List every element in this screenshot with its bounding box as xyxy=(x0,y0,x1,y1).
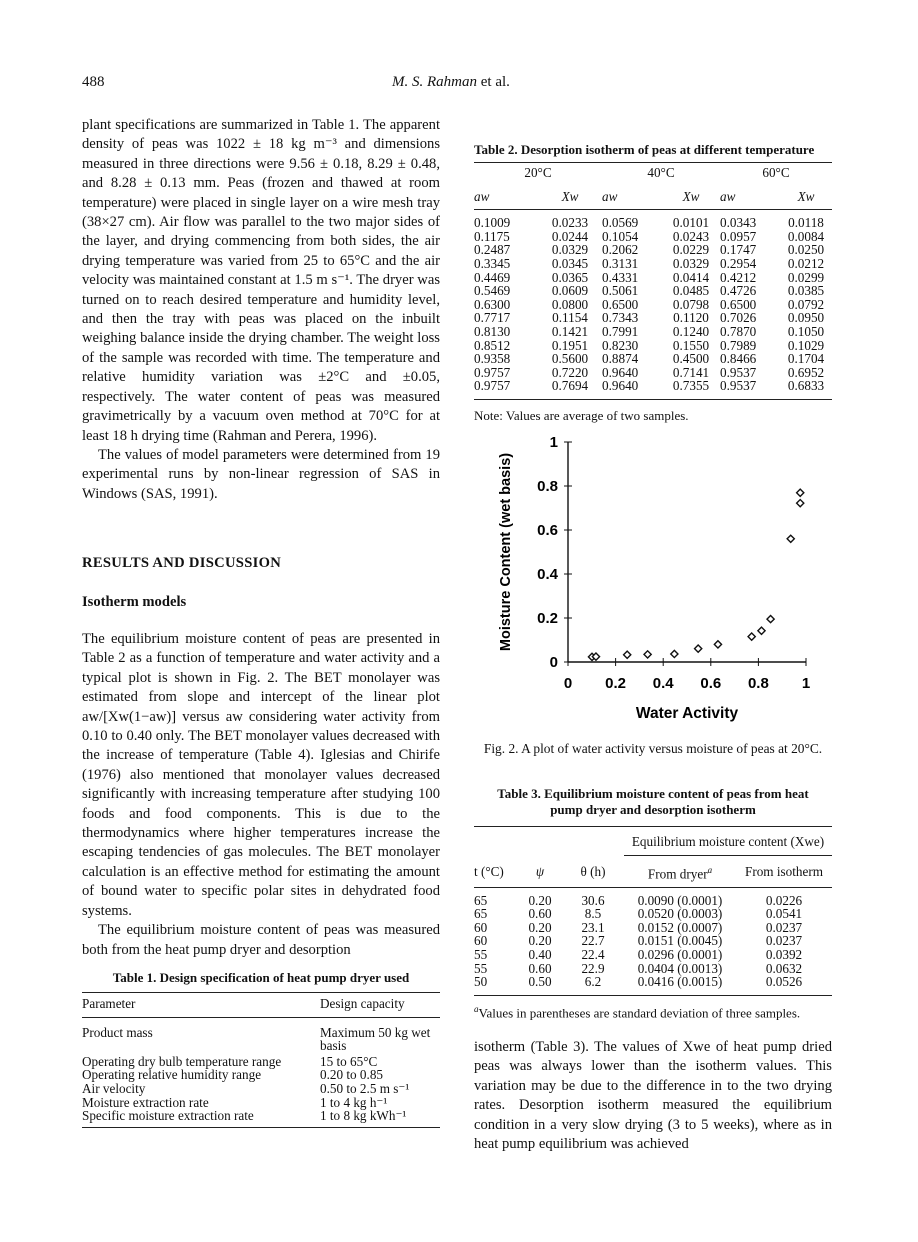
table-cell: 8.5 xyxy=(584,906,602,922)
table-cell: 0.1704 xyxy=(787,351,825,367)
table-cell: 0.8512 xyxy=(474,337,511,353)
data-point xyxy=(797,500,804,507)
table-1-caption: Table 1. Design specification of heat pump dryer used xyxy=(112,970,410,985)
data-point xyxy=(758,627,765,634)
table-cell: 0.0226 xyxy=(765,892,803,908)
x-tick-label: 0.6 xyxy=(700,675,722,692)
y-tick-label: 0.2 xyxy=(537,610,558,627)
column-header: t (°C) xyxy=(474,864,504,880)
table-cell: Product mass xyxy=(82,1024,153,1040)
table-row xyxy=(474,962,832,976)
table-cell: 23.1 xyxy=(581,919,605,935)
table-cell: 0.0526 xyxy=(765,974,803,990)
table-group-header xyxy=(474,163,832,182)
column-header: Design capacity xyxy=(320,996,405,1011)
table-cell: 0.7355 xyxy=(672,378,710,394)
table-cell: 0.1054 xyxy=(602,228,639,244)
table-cell: 0.1421 xyxy=(551,323,589,339)
data-point xyxy=(695,645,702,652)
table-cell: 0.2062 xyxy=(602,242,639,258)
table-2-caption: Table 2. Desorption isotherm of peas at different temperature xyxy=(474,142,815,157)
table-row xyxy=(82,1096,440,1110)
table-cell: 0.6833 xyxy=(787,378,825,394)
table-cell: Operating dry bulb temperature range xyxy=(82,1053,282,1069)
table-cell: 0.20 to 0.85 xyxy=(320,1067,384,1083)
table-cell: 0.9640 xyxy=(602,378,639,394)
table-cell: 0.7141 xyxy=(672,364,710,380)
table-row xyxy=(474,284,832,298)
table-cell: 0.4469 xyxy=(474,269,511,285)
table-cell: 1 to 4 kg h⁻¹ xyxy=(320,1094,388,1110)
table-row xyxy=(474,366,832,380)
group-header-40c: 40°C xyxy=(647,165,675,180)
running-head-authors: M. S. Rahman xyxy=(392,74,477,90)
table-cell: 0.1550 xyxy=(672,337,710,353)
table-cell: 50 xyxy=(474,974,488,990)
table-cell: 0.0414 xyxy=(672,269,710,285)
table-1 xyxy=(82,970,440,1128)
table-cell: 0.20 xyxy=(528,892,552,908)
table-cell: 0.7220 xyxy=(551,364,589,380)
table-cell: 0.7989 xyxy=(720,337,757,353)
table-cell: 0.0329 xyxy=(672,255,710,271)
table-cell: 0.0609 xyxy=(551,283,589,299)
table-row xyxy=(474,230,832,244)
table-cell: 0.7991 xyxy=(602,323,639,339)
table-cell: 0.0229 xyxy=(672,242,710,258)
table-cell: 0.0151 (0.0045) xyxy=(637,933,723,949)
column-header: Xw xyxy=(682,188,700,204)
table-header-row xyxy=(474,855,832,887)
table-cell: 0.7343 xyxy=(602,310,639,326)
table-cell: 0.1951 xyxy=(551,337,589,353)
x-tick-label: 0.2 xyxy=(605,675,627,692)
table-cell: Air velocity xyxy=(82,1080,146,1096)
x-tick-label: 0.8 xyxy=(747,675,769,692)
table-2-grid xyxy=(474,162,832,393)
column-header-text: From dryer xyxy=(647,865,708,881)
table-cell: 0.9757 xyxy=(474,364,511,380)
y-tick-label: 0.8 xyxy=(537,478,558,495)
table-row xyxy=(474,257,832,271)
table-row xyxy=(82,1017,440,1053)
left-column-body xyxy=(82,630,440,960)
table-cell: 0.1029 xyxy=(787,337,825,353)
data-point xyxy=(671,650,678,657)
table-cell: 22.4 xyxy=(581,946,605,962)
table-cell: 0.7694 xyxy=(551,378,589,394)
paragraph-isotherm: The equilibrium moisture content of peas are presented in Table 2 as a function of temperature and water activity and a typical plot is shown in Fig. 2. The BET monolayer was estimated from slope and intercept of the linear plot aw/[Xw(1−aw)] versus aw considering water activity from 0.10 to 0.40 only. The BET monolayer values decreased with the increase of temperature (Table 4). Iglesias and Chirife (1976) also mentioned that monolayer values decreased significantly with increasing temperature after studying 100 foods and food components. This is due to the thermodynamics where higher temperatures increase the escaping tendencies of gas molecules. The BET monolayer calculation is an effective method for estimating the amount of bound water to specific polar sites in dehydrated food systems. xyxy=(82,631,440,919)
table-row xyxy=(474,887,832,907)
table-cell: 0.1120 xyxy=(673,310,709,326)
table-cell: Operating relative humidity range xyxy=(82,1067,262,1083)
table-row xyxy=(474,298,832,312)
table-cell: 0.50 xyxy=(528,974,552,990)
table-cell: Maximum 50 kg wet basis xyxy=(320,1024,431,1054)
table-cell: 0.0244 xyxy=(551,228,589,244)
table-cell: 0.8130 xyxy=(474,323,511,339)
group-header-20c: 20°C xyxy=(524,165,552,180)
table-cell: 30.6 xyxy=(581,892,605,908)
table-cell: 0.0404 (0.0013) xyxy=(637,960,723,976)
table-1-grid xyxy=(82,992,440,1128)
table-cell: 0.8230 xyxy=(602,337,639,353)
table-cell: 0.6952 xyxy=(787,364,825,380)
table-cell: 55 xyxy=(474,946,488,962)
table-cell: 0.0520 (0.0003) xyxy=(637,906,723,922)
table-cell: 0.60 xyxy=(528,960,552,976)
table-cell: 0.1747 xyxy=(720,242,757,258)
table-cell: Specific moisture extraction rate xyxy=(82,1108,254,1124)
table-cell: 6.2 xyxy=(584,974,602,990)
table-row xyxy=(474,379,832,393)
table-cell: 0.1175 xyxy=(474,228,510,244)
table-cell: 0.0365 xyxy=(551,269,589,285)
table-cell: 0.0243 xyxy=(672,228,710,244)
table-row xyxy=(474,339,832,353)
table-row xyxy=(82,1053,440,1069)
table-cell: 0.0957 xyxy=(720,228,757,244)
column-header: aw xyxy=(474,188,490,204)
paragraph-isotherm-comparison: isotherm (Table 3). The values of Xwe of heat pump dried peas was always lower than the isotherm values. This variation may be due to the difference in to the two drying rates. Desorption isotherm measured the equilibrium condition in a very slow drying (3 to 5 weeks), where as in heat pump equilibrium was achieved xyxy=(474,1039,832,1153)
table-2 xyxy=(474,142,832,424)
page-number: 488 xyxy=(82,74,105,90)
table-cell: 0.9757 xyxy=(474,378,511,394)
data-point xyxy=(767,615,774,622)
table-cell: 0.1009 xyxy=(474,215,511,231)
y-axis-title: Moisture Content (wet basis) xyxy=(498,452,514,652)
table-cell: 0.7870 xyxy=(720,323,757,339)
table-3 xyxy=(474,786,832,1021)
table-cell: 0.1154 xyxy=(552,310,588,326)
footnote-marker: a xyxy=(474,1003,479,1014)
table-subheader-row xyxy=(474,182,832,210)
table-cell: 60 xyxy=(474,919,488,935)
table-row xyxy=(474,907,832,921)
table-3-caption: Table 3. Equilibrium moisture content of peas from heat pump dryer and desorption isotherm xyxy=(497,786,809,817)
table-row xyxy=(474,210,832,230)
table-cell: 0.9640 xyxy=(602,364,639,380)
table-row xyxy=(474,975,832,989)
column-header: θ (h) xyxy=(580,864,606,880)
table-cell: 0.0632 xyxy=(765,960,803,976)
table-cell: 0.0800 xyxy=(551,296,589,312)
data-point xyxy=(797,489,804,496)
span-header: Equilibrium moisture content (Xwe) xyxy=(624,827,832,856)
table-cell: 0.4331 xyxy=(602,269,639,285)
table-cell: 0.0792 xyxy=(787,296,825,312)
table-cell: 22.7 xyxy=(581,933,605,949)
y-tick-label: 0.4 xyxy=(537,566,558,583)
table-cell: 0.0233 xyxy=(551,215,589,231)
table-cell: 0.0212 xyxy=(787,255,825,271)
left-column-text xyxy=(82,116,440,504)
table-cell: 0.0416 (0.0015) xyxy=(637,974,723,990)
table-cell: 65 xyxy=(474,906,488,922)
paragraph-emc: The equilibrium moisture content of peas was measured both from the heat pump dryer and desorption xyxy=(82,922,440,958)
column-header-from-dryer xyxy=(624,855,736,887)
column-header: ψ xyxy=(535,864,545,880)
table-span-header-row xyxy=(474,827,832,856)
table-3-grid xyxy=(474,826,832,989)
table-cell: 1 to 8 kg kWh⁻¹ xyxy=(320,1108,407,1124)
paragraph-methods: plant specifications are summarized in Table 1. The apparent density of peas was 1022 ± 18 kg m⁻³ and dimensions measured in three directions were 9.56 ± 0.18, 8.29 ± 0.48, and 8.28 ± 0.13 mm. Peas (frozen and thawed at room temperature) were placed in single layer on a wire mesh tray (38×27 cm). Air flow was parallel to the two major sides of the layer, and drying commencing from both sides, the air drying temperature was varied from 25 to 65°C and the air velocity was maintained constant at 1.5 m s⁻¹. The dryer was turned on to reach desired temperature and humidity level, and then the tray with peas was placed on the inbuilt weighing balance inside the drying chamber. The weight loss of the sample was recorded with time. The temperature and relative humidity variation was ±2°C and ±0.05, respectively. The water content of peas was measured gravimetrically by a vacuum oven method at 70°C for at least 18 h drying time (Rahman and Perera, 1996). xyxy=(82,117,440,444)
column-header: Xw xyxy=(797,188,815,204)
x-tick-label: 1 xyxy=(801,675,811,692)
table-cell: 0.8466 xyxy=(720,351,757,367)
footnote-marker: a xyxy=(707,864,713,875)
table-cell: 0.0485 xyxy=(672,283,710,299)
table-cell: 0.0798 xyxy=(672,296,710,312)
table-cell: 0.3345 xyxy=(474,255,511,271)
running-head-suffix: et al. xyxy=(477,74,510,90)
table-row xyxy=(82,1068,440,1082)
table-cell: 0.0118 xyxy=(788,215,824,231)
group-header-60c: 60°C xyxy=(762,165,790,180)
table-2-body xyxy=(474,210,832,393)
table-cell: 0.60 xyxy=(528,906,552,922)
table-row xyxy=(474,934,832,948)
table-cell: 0.0385 xyxy=(787,283,825,299)
table-cell: 0.20 xyxy=(528,933,552,949)
table-cell: 0.0392 xyxy=(765,946,803,962)
table-cell: 0.40 xyxy=(528,946,552,962)
table-cell: 0.8874 xyxy=(602,351,639,367)
data-point xyxy=(714,641,721,648)
table-cell: 0.0541 xyxy=(765,906,803,922)
y-tick-label: 0.6 xyxy=(537,522,558,539)
table-cell: 0.0296 (0.0001) xyxy=(637,946,723,962)
x-tick-label: 0 xyxy=(563,675,573,692)
table-2-note: Note: Values are average of two samples. xyxy=(474,399,832,424)
table-row xyxy=(474,311,832,325)
figure-2-chart xyxy=(474,430,832,730)
table-cell: 0.3131 xyxy=(602,255,639,271)
table-cell: 0.0084 xyxy=(787,228,825,244)
table-cell: 0.4500 xyxy=(672,351,710,367)
table-row xyxy=(82,1109,440,1127)
table-cell: 0.5061 xyxy=(602,283,639,299)
table-row xyxy=(474,325,832,339)
table-cell: 0.1240 xyxy=(672,323,710,339)
data-point xyxy=(787,535,794,542)
x-axis-title: Water Activity xyxy=(635,705,739,722)
column-header: aw xyxy=(602,188,618,204)
table-cell: 60 xyxy=(474,933,488,949)
figure-2-caption: Fig. 2. A plot of water activity versus moisture of peas at 20°C. xyxy=(483,741,823,756)
column-header: Xw xyxy=(561,188,579,204)
table-cell: 0.5469 xyxy=(474,283,511,299)
table-cell: 0.50 to 2.5 m s⁻¹ xyxy=(320,1080,410,1096)
table-row xyxy=(474,271,832,285)
table-row xyxy=(82,1082,440,1096)
table-cell: 0.0090 (0.0001) xyxy=(637,892,723,908)
table-cell: 0.2954 xyxy=(720,255,757,271)
paragraph-regression: The values of model parameters were determined from 19 experimental runs by non-linear regression of SAS in Windows (SAS, 1991). xyxy=(82,446,440,502)
table-cell: 0.0345 xyxy=(551,255,589,271)
table-cell: 0.7026 xyxy=(720,310,757,326)
table-cell: 0.0237 xyxy=(765,933,803,949)
table-cell: 0.5600 xyxy=(551,351,589,367)
table-row xyxy=(474,921,832,935)
y-tick-label: 0 xyxy=(549,654,558,671)
table-cell: 0.0569 xyxy=(602,215,639,231)
running-head xyxy=(392,74,510,91)
table-cell: 0.9537 xyxy=(720,364,757,380)
column-header: Parameter xyxy=(82,996,136,1011)
data-point xyxy=(644,651,651,658)
table-cell: 0.0152 (0.0007) xyxy=(637,919,723,935)
column-header: From isotherm xyxy=(744,864,824,880)
data-point xyxy=(748,633,755,640)
table-cell: 15 to 65°C xyxy=(320,1053,378,1069)
table-cell: 0.2487 xyxy=(474,242,511,258)
data-point xyxy=(624,651,631,658)
table-row xyxy=(474,948,832,962)
table-cell: Moisture extraction rate xyxy=(82,1094,209,1110)
table-cell: 55 xyxy=(474,960,488,976)
table-cell: 0.0950 xyxy=(787,310,825,326)
table-cell: 0.20 xyxy=(528,919,552,935)
table-row xyxy=(474,352,832,366)
table-cell: 0.0237 xyxy=(765,919,803,935)
table-cell: 0.6500 xyxy=(602,296,639,312)
table-3-footnote xyxy=(474,995,832,1021)
y-tick-label: 1 xyxy=(549,434,558,451)
table-cell: 0.9537 xyxy=(720,378,757,394)
table-cell: 0.9358 xyxy=(474,351,511,367)
table-cell: 65 xyxy=(474,892,488,908)
right-column-text xyxy=(474,1038,832,1154)
footnote-text: Values in parentheses are standard deviation of three samples. xyxy=(478,1005,801,1021)
column-header: aw xyxy=(720,188,736,204)
table-cell: 0.4212 xyxy=(720,269,757,285)
table-cell: 0.4726 xyxy=(720,283,757,299)
table-row xyxy=(474,243,832,257)
table-cell: 0.0250 xyxy=(787,242,825,258)
section-heading: RESULTS AND DISCUSSION xyxy=(82,555,282,571)
table-cell: 0.6300 xyxy=(474,296,511,312)
x-tick-label: 0.4 xyxy=(652,675,674,692)
subsection-heading: Isotherm models xyxy=(82,594,187,610)
table-3-body xyxy=(474,887,832,989)
table-cell: 0.7717 xyxy=(474,310,511,326)
table-cell: 22.9 xyxy=(581,960,605,976)
table-cell: 0.6500 xyxy=(720,296,757,312)
table-cell: 0.0343 xyxy=(720,215,757,231)
table-cell: 0.1050 xyxy=(787,323,825,339)
table-header-row xyxy=(82,993,440,1018)
table-cell: 0.0329 xyxy=(551,242,589,258)
table-cell: 0.0101 xyxy=(672,215,710,231)
table-cell: 0.0299 xyxy=(787,269,825,285)
